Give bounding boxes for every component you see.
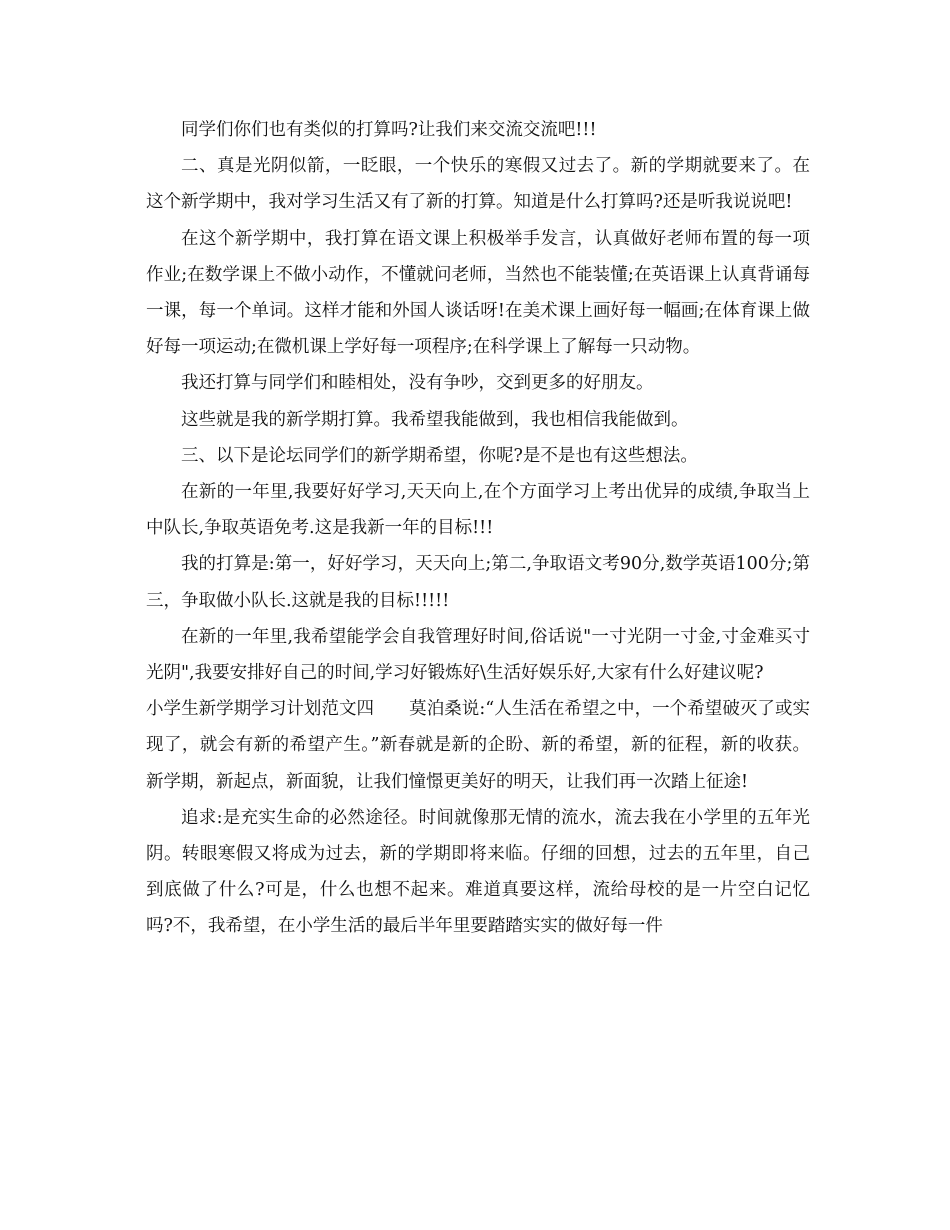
paragraph-4: 我还打算与同学们和睦相处，没有争吵，交到更多的好朋友。 <box>181 373 654 394</box>
paragraph-7: 在新的一年里,我要好好学习,天天向上,在个方面学习上考出优异的成绩,争取当上中队长,争取英语免考.这是我新一年的目标!!! <box>146 482 810 539</box>
paragraph-5: 这些就是我的新学期打算。我希望我能做到，我也相信我能做到。 <box>181 409 689 430</box>
section-heading-paragraph: 小学生新学期学习计划范文四 莫泊桑说:“人生活在希望之中，一个希望破灭了或实现了，就会有新的希望产生。”新春就是新的企盼、新的希望，新的征程，新的收获。新学期，新起点，新面貌，让我们憧憬更美好的明天，让我们再一次踏上征途! <box>146 699 810 792</box>
paragraph-9: 在新的一年里,我希望能学会自我管理好时间,俗话说"一寸光阴一寸金,寸金难买寸光阴",我要安排好自己的时间,学习好锻炼好\生活好娱乐好,大家有什么好建议呢? <box>146 626 810 684</box>
paragraph-2: 二、真是光阴似箭，一眨眼，一个快乐的寒假又过去了。新的学期就要来了。在这个新学期中，我对学习生活又有了新的打算。知道是什么打算吗?还是听我说说吧! <box>146 156 810 213</box>
paragraph-6: 三、以下是论坛同学们的新学期希望，你呢?是不是也有这些想法。 <box>181 445 698 466</box>
paragraph-8: 我的打算是:第一，好好学习，天天向上;第二,争取语文考90分,数学英语100分;第三，争取做小队长.这就是我的目标!!!!! <box>146 554 810 611</box>
paragraph-1: 同学们你们也有类似的打算吗?让我们来交流交流吧!!! <box>181 120 597 140</box>
document-body <box>146 112 810 945</box>
paragraph-11: 追求:是充实生命的必然途径。时间就像那无情的流水，流去我在小学里的五年光阴。转眼寒假又将成为过去，新的学期即将来临。仔细的回想，过去的五年里，自己到底做了什么?可是，什么也想不起来。难道真要这样，流给母校的是一片空白记忆吗?不，我希望，在小学生活的最后半年里要踏踏实实的做好每一件 <box>146 807 810 937</box>
paragraph-3: 在这个新学期中，我打算在语文课上积极举手发言，认真做好老师布置的每一项作业;在数学课上不做小动作，不懂就问老师，当然也不能装懂;在英语课上认真背诵每一课，每一个单词。这样才能和外国人谈话呀!在美术课上画好每一幅画;在体育课上做好每一项运动;在微机课上学好每一项程序;在科学课上了解每一只动物。 <box>146 228 810 358</box>
